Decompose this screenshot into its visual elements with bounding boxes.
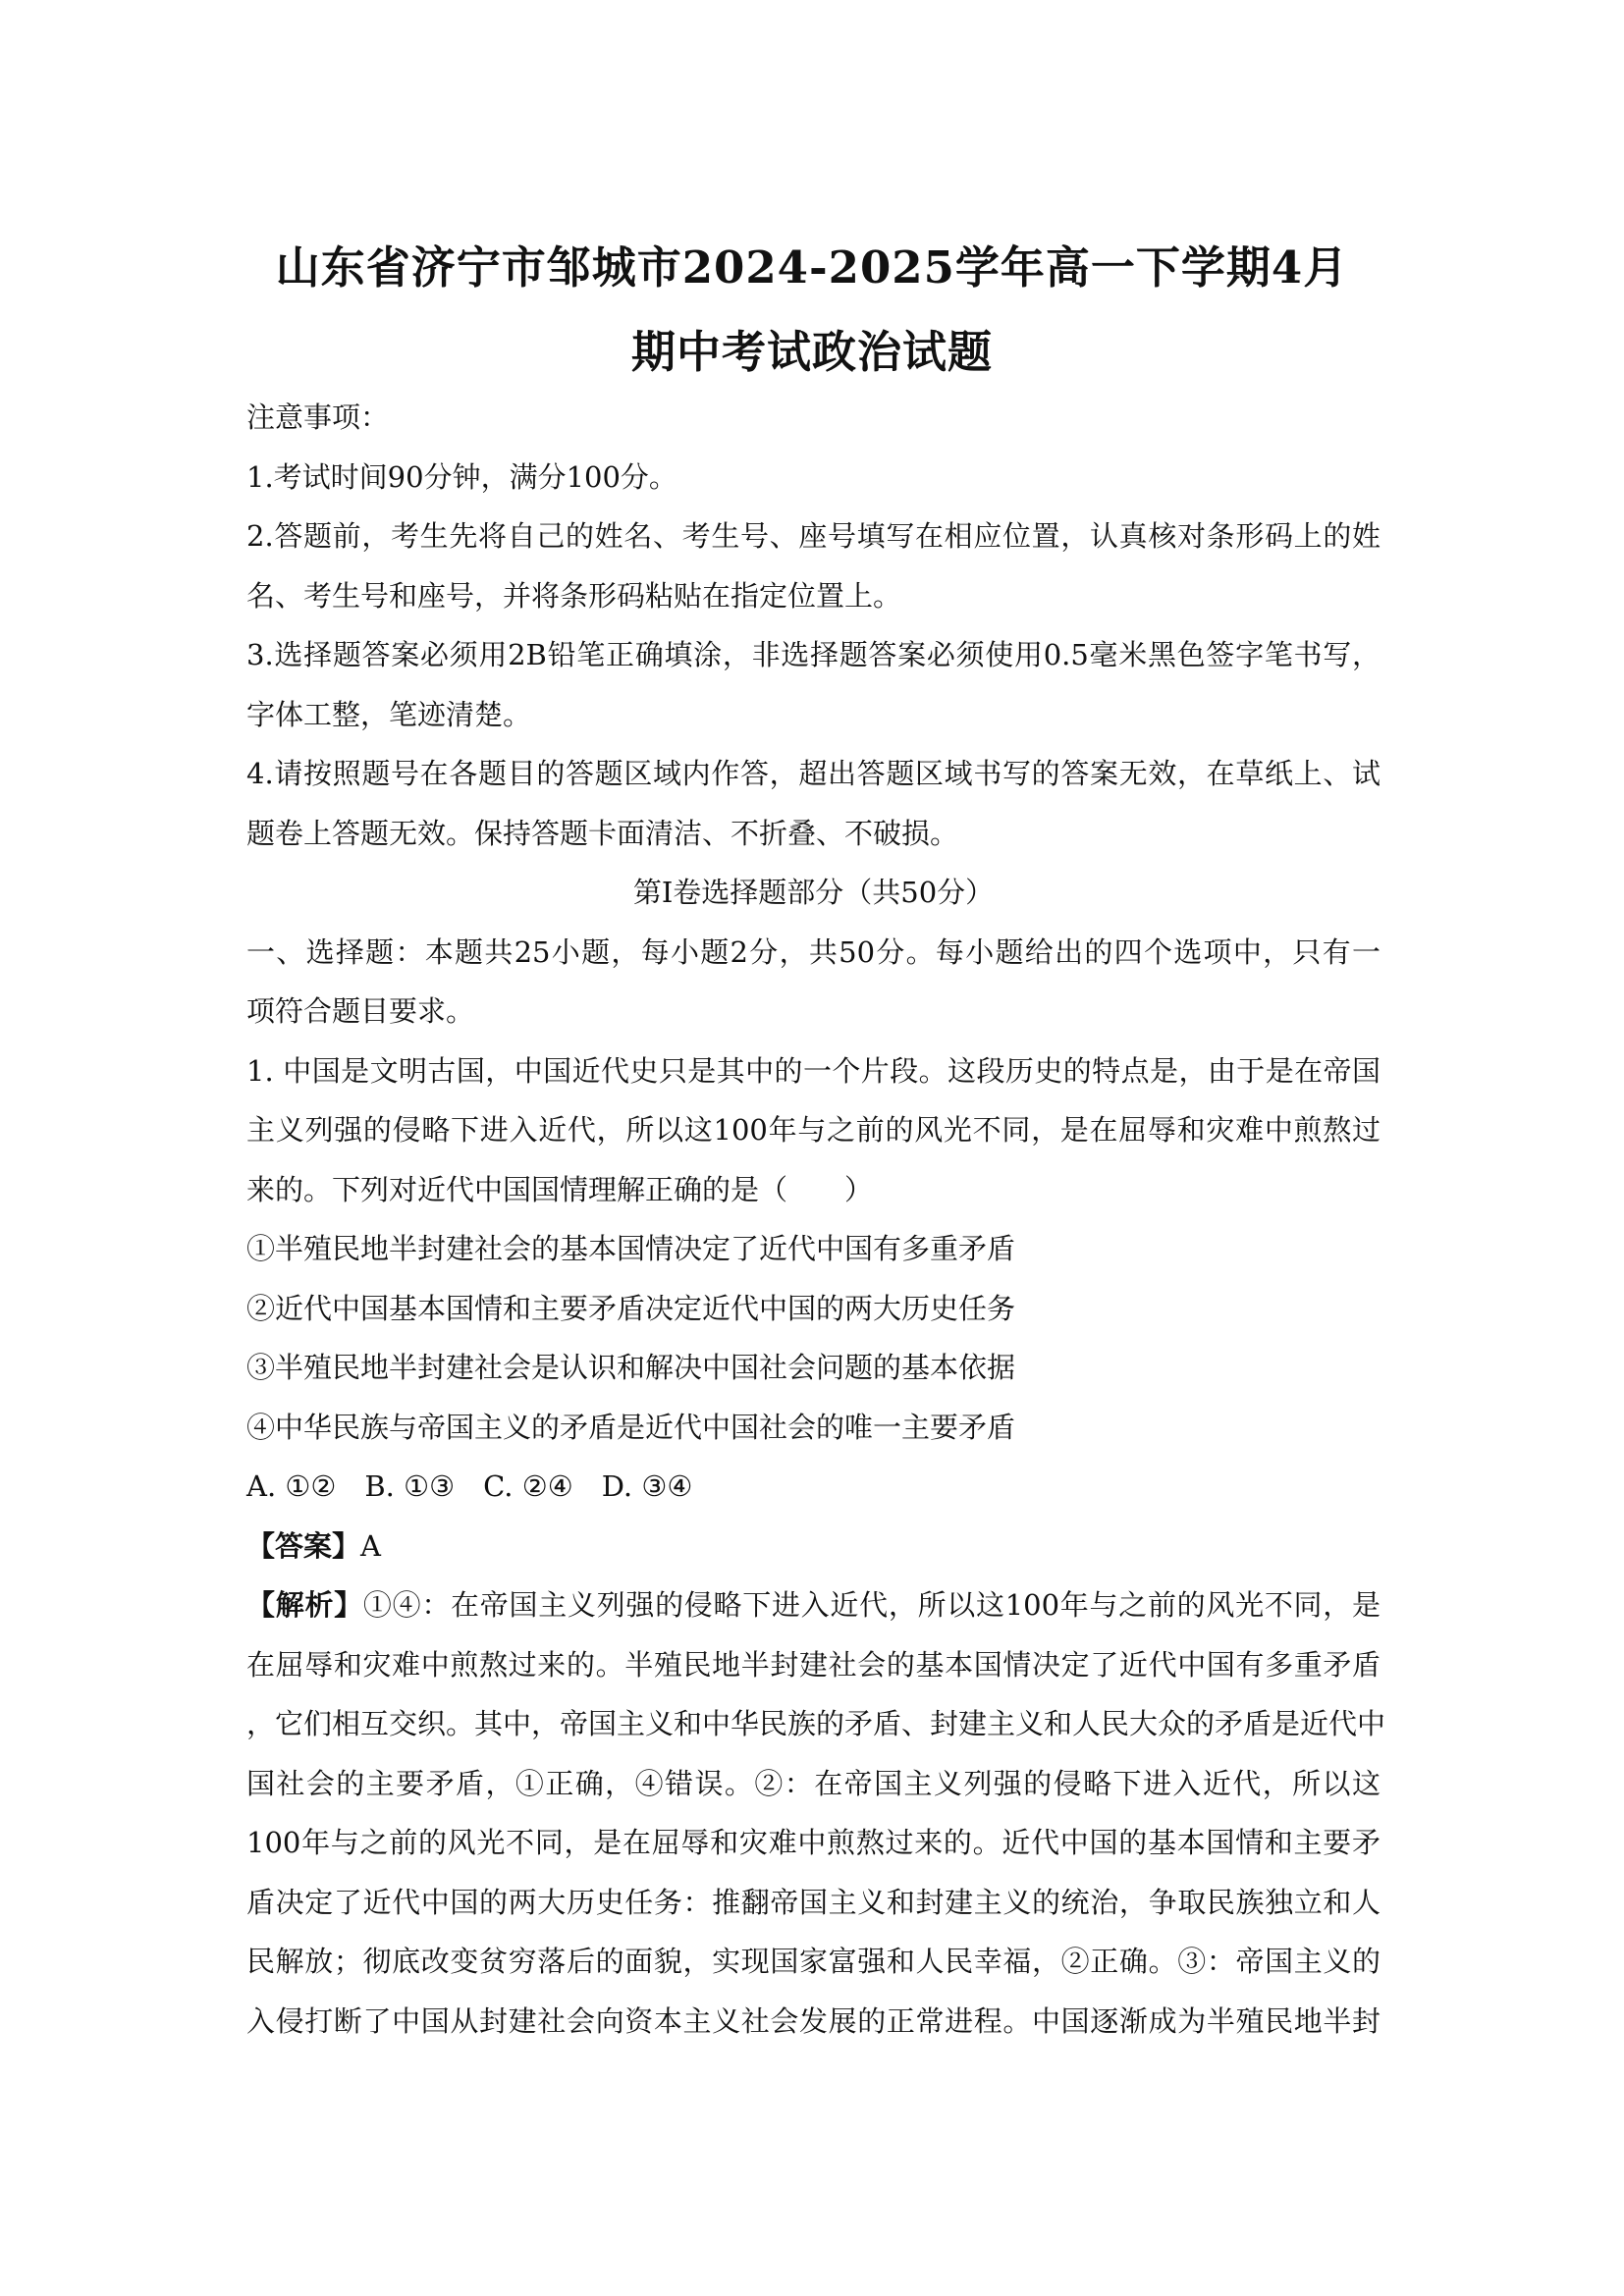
answer-label: 【答案】 <box>246 1528 361 1563</box>
note-item-1: 1.考试时间90分钟，满分100分。 <box>246 459 677 494</box>
notes-heading: 注意事项： <box>246 400 390 434</box>
question-1-stem-line1: 1. 中国是文明古国，中国近代史只是其中的一个片段。这段历史的特点是，由于是在帝国 <box>246 1053 1380 1088</box>
analysis-label: 【解析】 <box>246 1588 363 1622</box>
question-1-analysis-line8: 入侵打断了中国从封建社会向资本主义社会发展的正常进程。中国逐渐成为半殖民地半封 <box>246 2003 1380 2038</box>
note-item-2-line1: 2.答题前，考生先将自己的姓名、考生号、座号填写在相应位置，认真核对条形码上的姓 <box>246 519 1380 553</box>
question-1-stem-line2: 主义列强的侵略下进入近代，所以这100年与之前的风光不同，是在屈辱和灾难中煎熬过 <box>246 1113 1380 1147</box>
question-1-analysis-line1 <box>246 1575 1380 1635</box>
question-1-option-1: ①半殖民地半封建社会的基本国情决定了近代中国有多重矛盾 <box>246 1232 1016 1265</box>
question-1-answer <box>246 1517 1380 1576</box>
note-item-4-line1: 4.请按照题号在各题目的答题区域内作答，超出答题区域书写的答案无效，在草纸上、试 <box>246 757 1380 790</box>
section-title: 第Ⅰ卷选择题部分（共50分） <box>632 876 995 909</box>
question-1-option-3: ③半殖民地半封建社会是认识和解决中国社会问题的基本依据 <box>246 1351 1016 1384</box>
question-1-analysis-line6: 盾决定了近代中国的两大历史任务：推翻帝国主义和封建主义的统治，争取民族独立和人 <box>246 1885 1380 1919</box>
question-1-choices: A. ①② B. ①③ C. ②④ D. ③④ <box>246 1469 693 1503</box>
question-1-analysis-line5: 100年与之前的风光不同，是在屈辱和灾难中煎熬过来的。近代中国的基本国情和主要矛 <box>246 1826 1380 1859</box>
section-instructions-line2: 项符合题目要求。 <box>246 994 475 1028</box>
question-1-analysis-line4: 国社会的主要矛盾，①正确，④错误。②：在帝国主义列强的侵略下进入近代，所以这 <box>246 1766 1380 1800</box>
section-instructions-line1: 一、选择题：本题共25小题，每小题2分，共50分。每小题给出的四个选项中，只有一 <box>246 934 1380 969</box>
exam-title-line1: 山东省济宁市邹城市2024-2025学年高一下学期4月 <box>275 241 1349 294</box>
question-1-analysis-line3: ，它们相互交织。其中，帝国主义和中华民族的矛盾、封建主义和人民大众的矛盾是近代中 <box>246 1707 1386 1740</box>
question-1-option-2: ②近代中国基本国情和主要矛盾决定近代中国的两大历史任务 <box>246 1291 1016 1325</box>
question-1-analysis-line2: 在屈辱和灾难中煎熬过来的。半殖民地半封建社会的基本国情决定了近代中国有多重矛盾 <box>246 1647 1380 1682</box>
question-1-option-4: ④中华民族与帝国主义的矛盾是近代中国社会的唯一主要矛盾 <box>246 1410 1016 1444</box>
note-item-4-line2: 题卷上答题无效。保持答题卡面清洁、不折叠、不破损。 <box>246 816 959 850</box>
exam-body <box>246 388 1386 2051</box>
analysis-text-line1: ①④：在帝国主义列强的侵略下进入近代，所以这100年与之前的风光不同，是 <box>362 1588 1380 1622</box>
exam-title-line2: 期中考试政治试题 <box>630 326 993 378</box>
question-1-analysis-line7: 民解放；彻底改变贫穷落后的面貌，实现国家富强和人民幸福，②正确。③：帝国主义的 <box>246 1945 1380 1978</box>
note-item-3-line1: 3.选择题答案必须用2B铅笔正确填涂，非选择题答案必须使用0.5毫米黑色签字笔书写， <box>246 638 1380 671</box>
answer-value: A <box>360 1528 381 1563</box>
note-item-3-line2: 字体工整，笔迹清楚。 <box>246 697 532 731</box>
note-item-2-line2: 名、考生号和座号，并将条形码粘贴在指定位置上。 <box>246 578 902 613</box>
question-1-stem-line3: 来的。下列对近代中国国情理解正确的是（ ） <box>246 1172 874 1206</box>
